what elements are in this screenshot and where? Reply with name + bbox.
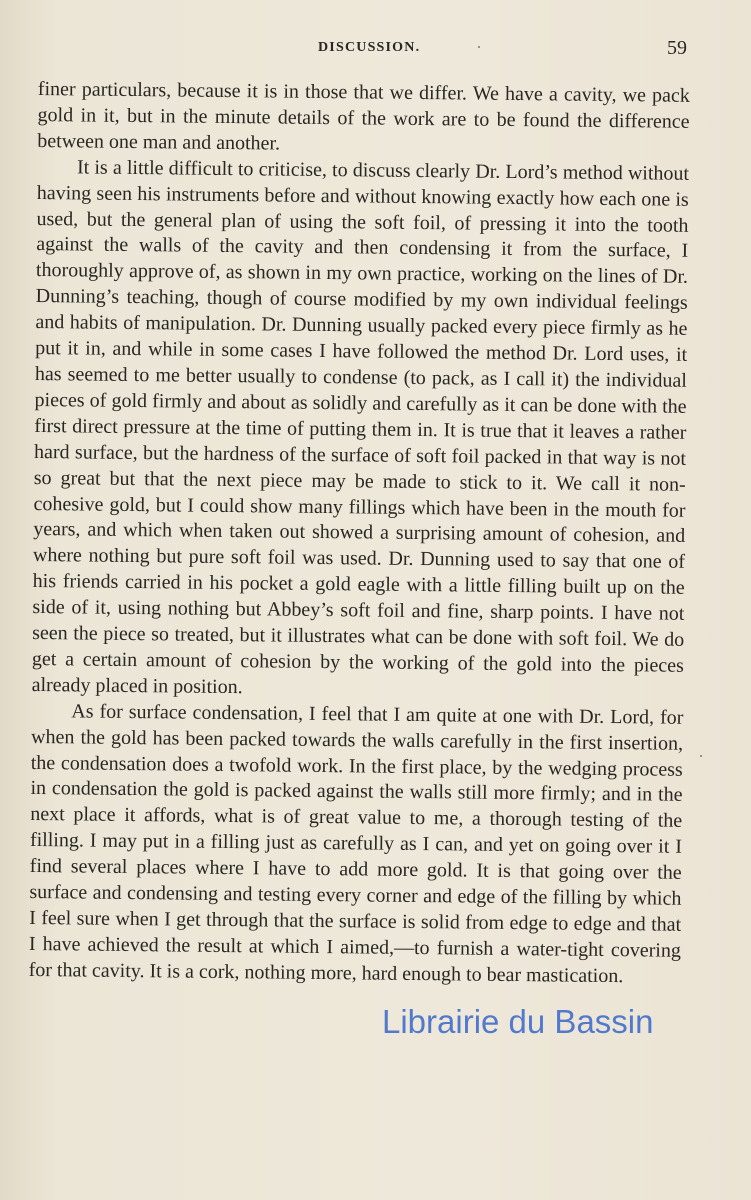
page-number: 59: [667, 37, 687, 59]
body-text: [29, 77, 690, 990]
page-header: [0, 37, 751, 64]
print-speck: [478, 46, 480, 48]
running-head: DISCUSSION.: [318, 40, 421, 55]
paragraph-lord-method: It is a little difficult to criticise, to discuss clearly Dr. Lord’s method without having seen his instruments before and without knowing exactly how each one is used, but the general plan of using the soft foil, of pressing it into the tooth against the walls of the cavity and then condensing it from the surface, I thoroughly approve of, as shown in my own practice, working on the lines of Dr. Dunning’s teaching, though of course modified by my own individual feelings and habits of manipulation. Dr. Dunning usually packed every piece firmly as he put it in, and while in some cases I have followed the method Dr. Lord uses, it has seemed to me better usually to condense (to pack, as I call it) the individual pieces of gold firmly and about as solidly and carefully as it can be done with the first direct pressure at the time of putting them in. It is true that it leaves a rather hard surface, but the hardness of the surface of soft foil packed in that way is not so great but that the next piece may be made to stick to it. We call it non-cohesive gold, but I could show many fillings which have been in the mouth for years, and which when taken out showed a surprising amount of cohesion, and where nothing but pure soft foil was used. Dr. Dunning used to say that one of his friends carried in his pocket a gold eagle with a little filling built up on the side of it, using nothing but Abbey’s soft foil and fine, sharp points. I have not seen the piece so treated, but it illustrates what can be done with soft foil. We do get a certain amount of cohesion by the working of the gold into the pieces already placed in position.: [31, 156, 690, 699]
paragraph-continuation: finer particulars, because it is in those that we differ. We have a cavity, we pack gold in it, but in the minute details of the work are to be found the difference between one man and another.: [37, 77, 690, 155]
watermark-logo: Librairie du Bassin: [382, 1003, 654, 1040]
print-speck: [700, 755, 702, 757]
paragraph-surface-condensation: As for surface condensation, I feel that I am quite at one with Dr. Lord, for when the gold has been packed towards the walls carefully in the first insertion, the condensation does a twofold work. In the first place, by the wedging process in condensation the gold is packed against the walls still more firmly; and in the next place it affords, what is of great value to me, a thorough testing of the filling. I may put in a filling just as carefully as I can, and yet on going over it I find several places where I have to add more gold. It is that going over the surface and condensing and testing every corner and edge of the filling by which I feel sure when I get through that the surface is solid from edge to edge and that I have achieved the result at which I aimed,—to furnish a water-tight covering for that cavity. It is a cork, nothing more, hard enough to bear mastication.: [28, 700, 684, 987]
